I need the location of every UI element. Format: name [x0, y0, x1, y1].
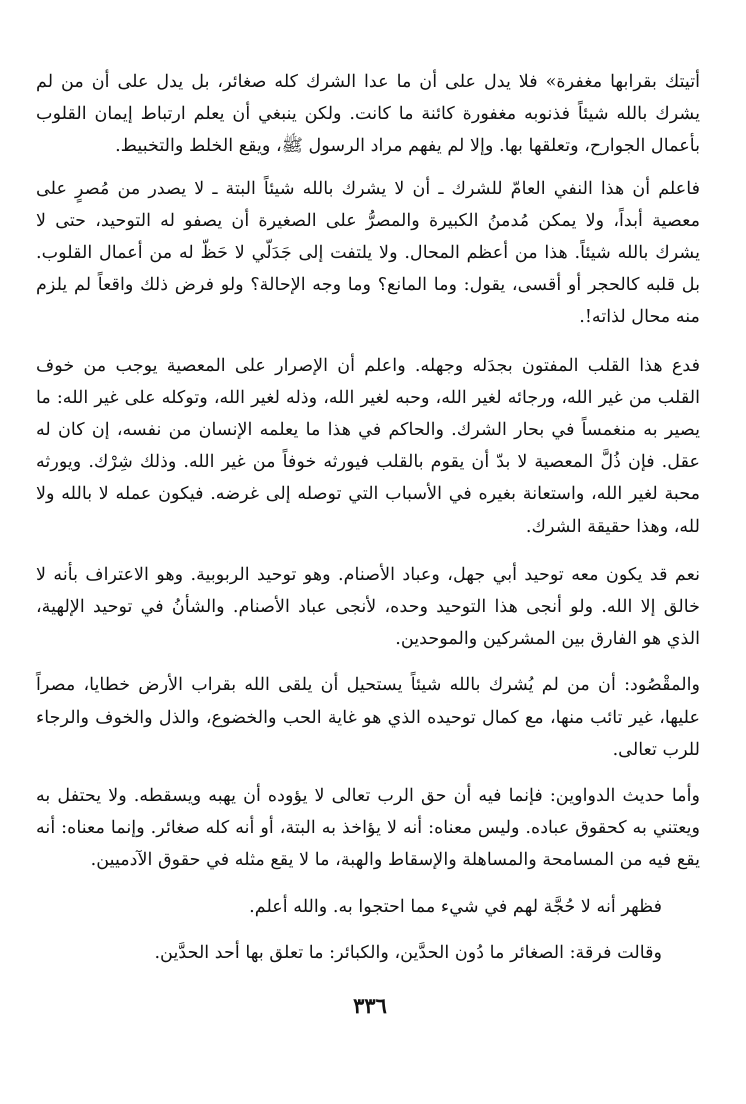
paragraph: فدع هذا القلب المفتون بجدَله وجهله. واعلم أن الإصرار على المعصية يوجب من خوف القلب من غير الله، ورجائه لغير الله، وحبه لغير الله، وذله لغير الله، وتوكله على غير الله: ما يصير به منغمساً في بحار الشرك. والحاكم في هذا ما يعلمه الإنسان من نفسه، إن كان له عقل. فإن ذُلَّ المعصية لا بدّ أن يقوم بالقلب فيورثه خوفاً من غير الله. وذلك شِرْك. ويورثه محبة لغير الله، واستعانة بغيره في الأسباب التي توصله إلى غرضه. فيكون عمله لا بالله ولا لله، وهذا حقيقة الشرك. — [36, 355, 700, 537]
paragraph: والمقْصُود: أن من لم يُشرك بالله شيئاً يستحيل أن يلقى الله بقراب الأرض خطايا، مصراً عليها، غير تائب منها، مع كمال توحيده الذي هو غاية الحب والخضوع، والذل والخوف والرجاء للرب تعالى. — [36, 675, 700, 760]
paragraph: فاعلم أن هذا النفي العامّ للشرك ـ أن لا يشرك بالله شيئاً البتة ـ لا يصدر من مُصرٍ على معصية أبداً، ولا يمكن مُدمنُ الكبيرة والمصرُّ على الصغيرة أن يصفو له التوحيد، حتى لا يشرك بالله شيئاً. هذا من أعظم المحال. ولا يلتفت إلى جَدَلّي لا حَظّ له من أعمال القلوب. بل قلبه كالحجر أو أقسى، يقول: وما المانع؟ وما وجه الإحالة؟ ولو فرض ذلك واقعاً لم يلزم منه محال لذاته!. — [36, 178, 700, 328]
page-body — [36, 66, 700, 969]
paragraph: أتيتك بقرابها مغفرة» فلا يدل على أن ما عدا الشرك كله صغائر، بل يدل على أن من لم يشرك بالله شيئاً فذنوبه مغفورة كائنة ما كانت. ولكن ينبغي أن يعلم ارتباط إيمان القلوب بأعمال الجوارح، وتعلقها بها. وإلا لم يفهم مراد الرسول ﷺ، ويقع الخلط والتخبيط. — [36, 72, 700, 157]
paragraph: وقالت فرقة: الصغائر ما دُون الحدَّين، والكبائر: ما تعلق بها أحد الحدَّين. — [154, 942, 662, 963]
page-number: ٣٣٦ — [353, 993, 387, 1018]
paragraph: فظهر أنه لا حُجَّة لهم في شيء مما احتجوا به. والله أعلم. — [249, 896, 662, 917]
paragraph: نعم قد يكون معه توحيد أبي جهل، وعباد الأصنام. وهو توحيد الربوبية. وهو الاعتراف بأنه لا خالق إلا الله. ولو أنجى هذا التوحيد وحده، لأنجى عباد الأصنام. والشأنُ في توحيد الإلهية، الذي هو الفارق بين المشركين والموحدين. — [36, 564, 700, 650]
paragraph: وأما حديث الدواوين: فإنما فيه أن حق الرب تعالى لا يؤوده أن يهبه ويسقطه. ولا يحتفل به ويعتني به كحقوق عباده. وليس معناه: أنه لا يؤاخذ به البتة، أو أنه كله صغائر. وإنما معناه: أنه يقع فيه من المسامحة والمساهلة والإسقاط والهبة، ما لا يقع مثله في حقوق الآدميين. — [36, 786, 700, 871]
